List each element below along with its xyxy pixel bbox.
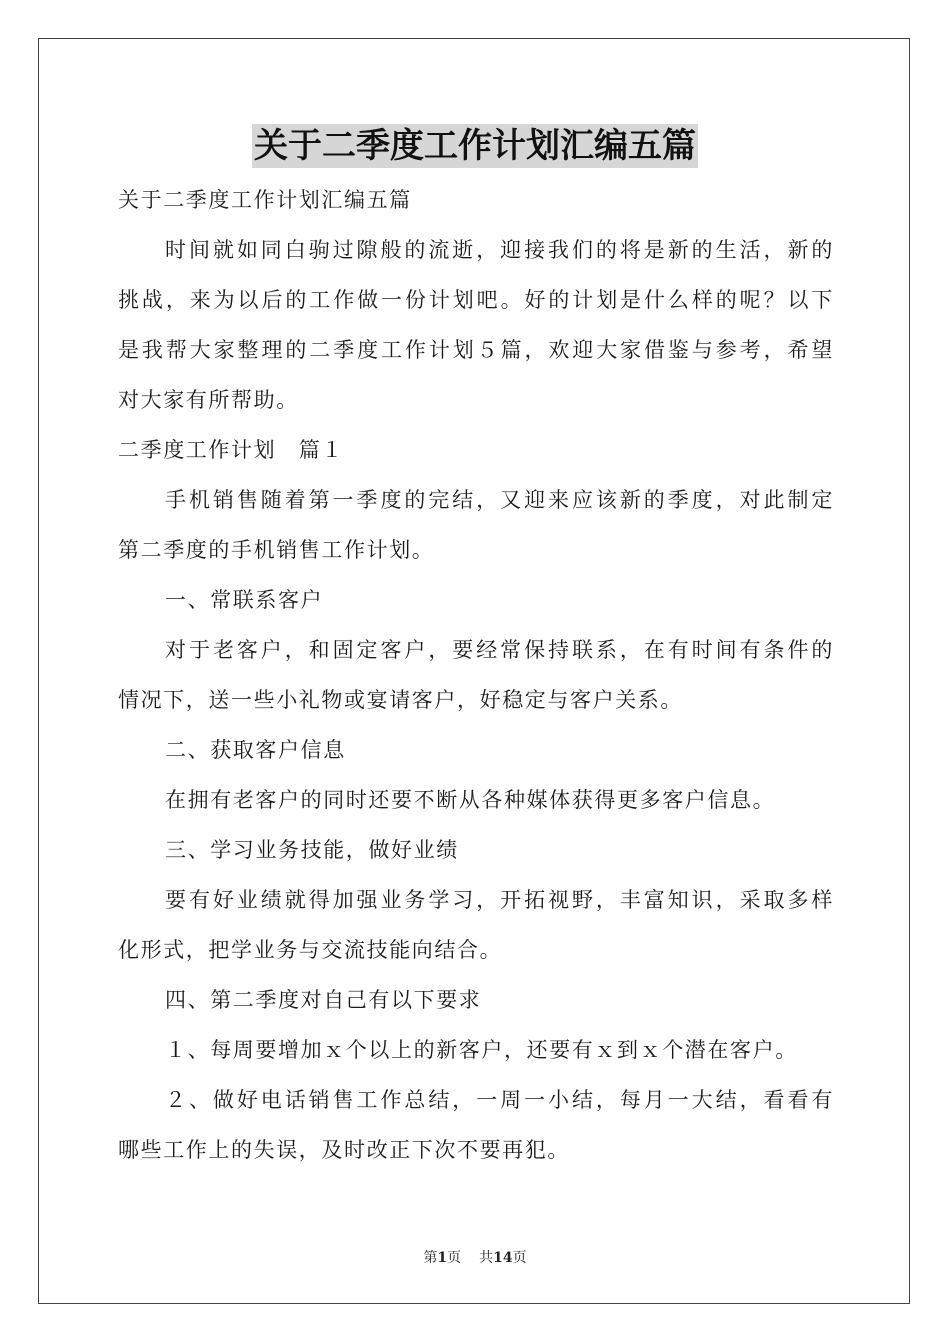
text-line: 四、第二季度对自己有以下要求 bbox=[165, 988, 482, 1012]
title-container bbox=[0, 124, 950, 168]
text-line: 二季度工作计划 篇１ bbox=[118, 438, 344, 462]
text-line: １、每周要增加ｘ个以上的新客户，还要有ｘ到ｘ个潜在客户。 bbox=[165, 1038, 798, 1062]
text-line: 手机销售随着第一季度的完结，又迎来应该新的季度，对此制定 bbox=[165, 488, 834, 512]
document-title: 关于二季度工作计划汇编五篇 bbox=[254, 126, 696, 166]
text-line: 挑战，来为以后的工作做一份计划吧。好的计划是什么样的呢？以下 bbox=[118, 288, 834, 312]
text-line: 关于二季度工作计划汇编五篇 bbox=[118, 188, 412, 212]
page-footer bbox=[0, 1248, 950, 1268]
total-page-count: 14 bbox=[493, 1250, 513, 1266]
text-line: ２、做好电话销售工作总结，一周一小结，每月一大结，看看有 bbox=[165, 1088, 834, 1112]
footer-total-prefix: 共 bbox=[479, 1250, 494, 1266]
document-body bbox=[118, 175, 834, 1175]
footer-total-suffix: 页 bbox=[512, 1250, 527, 1266]
text-line: 在拥有老客户的同时还要不断从各种媒体获得更多客户信息。 bbox=[165, 788, 776, 812]
text-line: 第二季度的手机销售工作计划。 bbox=[118, 538, 435, 562]
text-line: 化形式，把学业务与交流技能向结合。 bbox=[118, 938, 503, 962]
text-line: 哪些工作上的失误，及时改正下次不要再犯。 bbox=[118, 1138, 570, 1162]
text-line: 时间就如同白驹过隙般的流逝，迎接我们的将是新的生活，新的 bbox=[165, 238, 834, 262]
text-line: 对于老客户，和固定客户，要经常保持联系，在有时间有条件的 bbox=[165, 638, 834, 662]
footer-prefix: 第 bbox=[423, 1250, 438, 1266]
text-line: 二、获取客户信息 bbox=[165, 738, 346, 762]
text-line: 一、常联系客户 bbox=[165, 588, 324, 612]
text-line: 是我帮大家整理的二季度工作计划５篇，欢迎大家借鉴与参考，希望 bbox=[118, 338, 834, 362]
text-line: 对大家有所帮助。 bbox=[118, 388, 299, 412]
text-line: 情况下，送一些小礼物或宴请客户，好稳定与客户关系。 bbox=[118, 688, 683, 712]
current-page-number: 1 bbox=[437, 1250, 448, 1266]
footer-page-word: 页 bbox=[447, 1250, 462, 1266]
text-line: 要有好业绩就得加强业务学习，开拓视野，丰富知识，采取多样 bbox=[165, 888, 834, 912]
text-line: 三、学习业务技能，做好业绩 bbox=[165, 838, 459, 862]
